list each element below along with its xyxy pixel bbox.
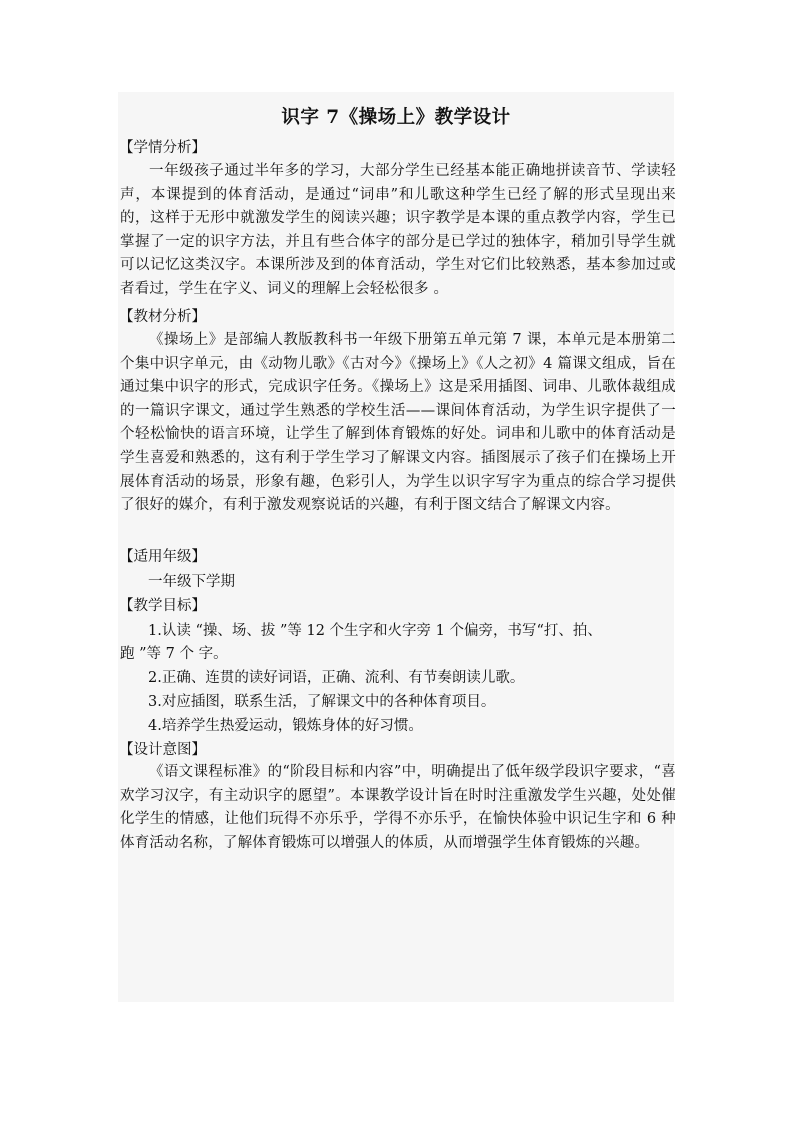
section-heading-design-intent: 【设计意图】 [119,742,206,758]
goal-1-line-1: 1.认读 “操、场、拔 ”等 12 个生字和火字旁 1 个偏旁，书写“打、拍、 [148,623,602,639]
goal-3: 3.对应插图，联系生活，了解课文中的各种体育项目。 [148,694,496,710]
section-heading-learner-analysis: 【学情分析】 [119,140,206,156]
goal-1-line-2: 跑 ”等 7 个 字。 [120,646,228,662]
section-heading-teaching-goals: 【教学目标】 [119,598,206,614]
paragraph-design-intent: 《语文课程标准》的“阶段目标和内容”中，明确提出了低年级学段识字要求，“喜欢学习汉字，有主动识字的愿望”。本课教学设计旨在时时注重激发学生兴趣，处处催化学生的情感，让他们玩得不亦乐乎，学得不亦乐乎，在愉快体验中识记生字和 6 种体育活动名称，了解体育锻炼可以增强人的体质，从而增强学生体育锻炼的兴趣。 [120,764,676,851]
paragraph-textbook-analysis: 《操场上》是部编人教版教科书一年级下册第五单元第 7 课，本单元是本册第二个集中识字单元，由《动物儿歌》《古对今》《操场上》《人之初》4 篇课文组成，旨在通过集中识字的形式，完成识字任务。《操场上》这是采用插图、词串、儿歌体裁组成的一篇识字课文，通过学生熟悉的学校生活——课间体育活动，为学生识字提供了一个轻松愉快的语言环境，让学生了解到体育锻炼的好处。词串和儿歌中的体育活动是学生喜爱和熟悉的，这有利于学生学习了解课文内容。插图展示了孩子们在操场上开展体育活动的场景，形象有趣，色彩引人，为学生以识字写字为重点的综合学习提供了很好的媒介，有利于激发观察说话的兴趣，有利于图文结合了解课文内容。 [120,332,676,514]
section-heading-textbook-analysis: 【教材分析】 [119,309,206,325]
grade-line: 一年级下学期 [148,574,235,590]
goal-2: 2.正确、连贯的读好词语，正确、流利、有节奏朗读儿歌。 [148,670,525,686]
section-heading-grade: 【适用年级】 [119,549,206,565]
goal-4: 4.培养学生热爱运动，锻炼身体的好习惯。 [148,718,423,734]
paragraph-learner-analysis: 一年级孩子通过半年多的学习，大部分学生已经基本能正确地拼读音节、学读轻声，本课提到的体育活动，是通过“词串”和儿歌这种学生已经了解的形式呈现出来的，这样于无形中就激发学生的阅读兴趣；识字教学是本课的重点教学内容，学生已掌握了一定的识字方法，并且有些合体字的部分是已学过的独体字，稍加引导学生就可以记忆这类汉字。本课所涉及到的体育活动，学生对它们比较熟悉，基本参加过或者看过，学生在字义、词义的理解上会轻松很多 。 [120,163,676,297]
document-title: 识字 7《操场上》教学设计 [281,107,511,128]
